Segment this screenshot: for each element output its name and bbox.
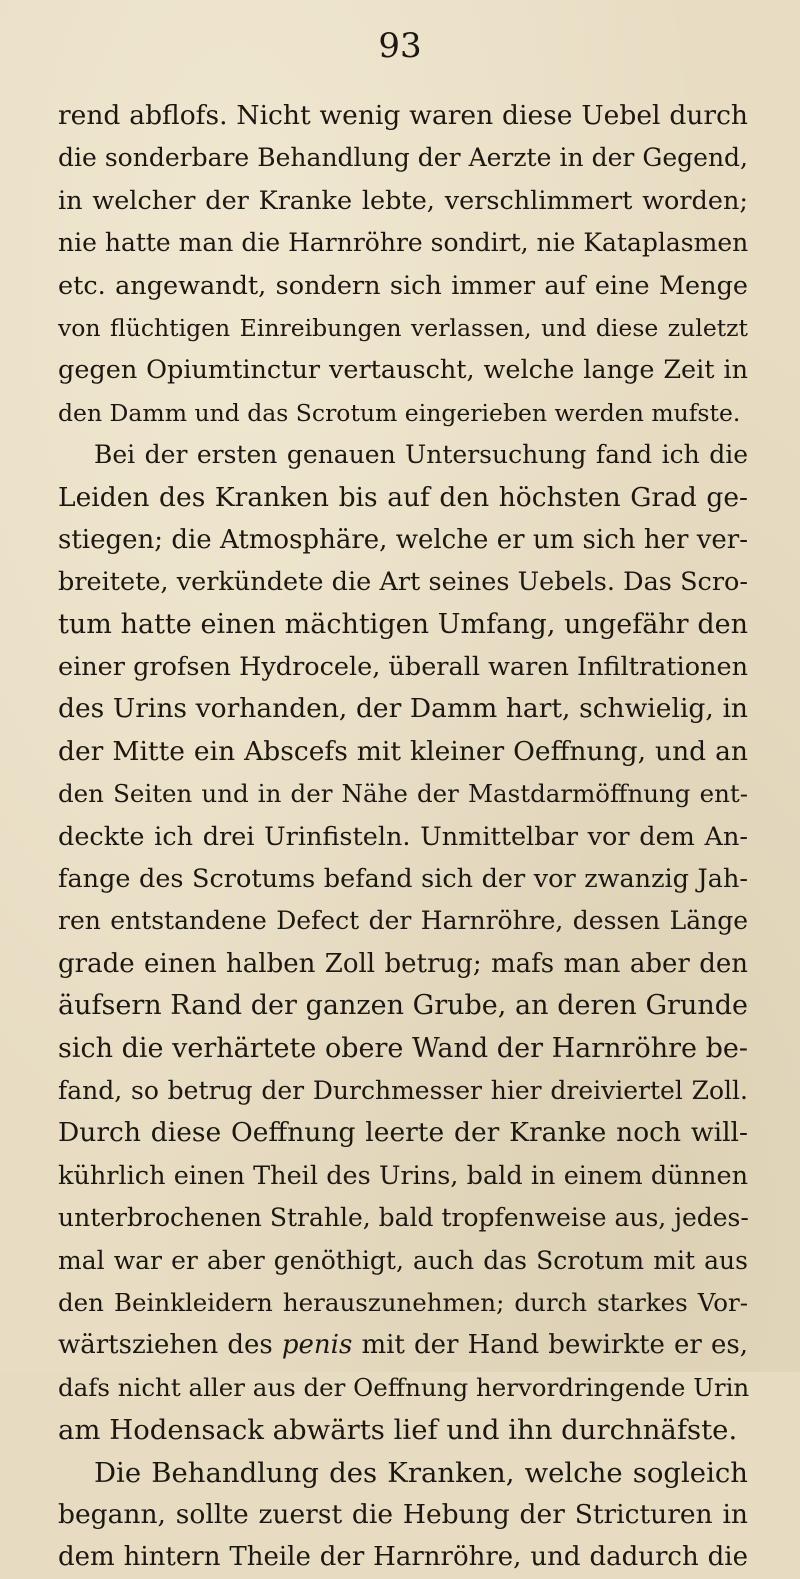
text-line: den Beinkleidern herauszunehmen; durch starkes Vor- xyxy=(58,1287,748,1317)
text-line: kührlich einen Theil des Urins, bald in einem dünnen xyxy=(58,1160,748,1191)
body-text xyxy=(58,95,748,1579)
text-line: der Mitte ein Abscefs mit kleiner Oeffnung, und an xyxy=(58,735,748,767)
text-line: dem hintern Theile der Harnröhre, und dadurch die xyxy=(58,1542,748,1573)
text-line: von flüchtigen Einreibungen verlassen, und diese zuletzt xyxy=(58,313,748,342)
page-number: 93 xyxy=(378,26,422,66)
text-line: unterbrochenen Strahle, bald tropfenweise aus, jedes- xyxy=(58,1203,749,1233)
text-line: sich die verhärtete obere Wand der Harnröhre be- xyxy=(58,1032,748,1064)
text-line: gegen Opiumtinctur vertauscht, welche lange Zeit in xyxy=(58,355,748,386)
text-line: fange des Scrotums befand sich der vor zwanzig Jah- xyxy=(58,864,748,895)
text-line: Leiden des Kranken bis auf den höchsten Grad ge- xyxy=(58,481,748,513)
text-line: Bei der ersten genauen Untersuchung fand ich die xyxy=(94,440,748,470)
text-line: deckte ich drei Urinfisteln. Unmittelbar vor dem An- xyxy=(58,821,748,852)
italic-word: penis xyxy=(281,1330,353,1361)
text-line: nie hatte man die Harnröhre sondirt, nie Kataplasmen xyxy=(58,228,749,258)
text-line: ren entstandene Defect der Harnröhre, dessen Länge xyxy=(58,906,748,936)
text-line: mal war er aber genöthigt, auch das Scrotum mit aus xyxy=(58,1245,748,1275)
text-line: Die Behandlung des Kranken, welche sogleich xyxy=(94,1456,748,1489)
text-line: tum hatte einen mächtigen Umfang, ungefähr den xyxy=(58,608,748,640)
text-line: den Seiten und in der Nähe der Mastdarmöffnung ent- xyxy=(58,779,748,809)
text-line: in welcher der Kranke lebte, verschlimmert worden; xyxy=(58,185,748,216)
text-line: fand, so betrug der Durchmesser hier dreiviertel Zoll. xyxy=(58,1075,748,1105)
text-line: am Hodensack abwärts lief und ihn durchnäfste. xyxy=(58,1414,738,1447)
text-line: wärtsziehen des penis mit der Hand bewirkte er es, xyxy=(58,1330,748,1361)
text-line: den Damm und das Scrotum eingerieben werden mufste. xyxy=(58,398,741,427)
text-line: breitete, verkündete die Art seines Uebels. Das Scro- xyxy=(58,567,748,598)
text-line: dafs nicht aller aus der Oeffnung hervordringende Urin xyxy=(58,1372,750,1402)
text-line: grade einen halben Zoll betrug; mafs man aber den xyxy=(58,948,748,979)
text-line: stiegen; die Atmosphäre, welche er um sich her ver- xyxy=(58,524,748,555)
text-line: etc. angewandt, sondern sich immer auf eine Menge xyxy=(58,270,748,301)
text-line: einer grofsen Hydrocele, überall waren Infiltrationen xyxy=(58,652,748,683)
text-line: Durch diese Oeffnung leerte der Kranke noch will- xyxy=(58,1117,748,1149)
text-line: rend abflofs. Nicht wenig waren diese Uebel durch xyxy=(58,100,748,131)
text-line: des Urins vorhanden, der Damm hart, schwielig, in xyxy=(58,693,748,725)
text-line: äufsern Rand der ganzen Grube, an deren Grunde xyxy=(58,990,748,1022)
text-line: begann, sollte zuerst die Hebung der Stricturen in xyxy=(58,1498,748,1530)
text-line: die sonderbare Behandlung der Aerzte in der Gegend, xyxy=(58,143,748,173)
